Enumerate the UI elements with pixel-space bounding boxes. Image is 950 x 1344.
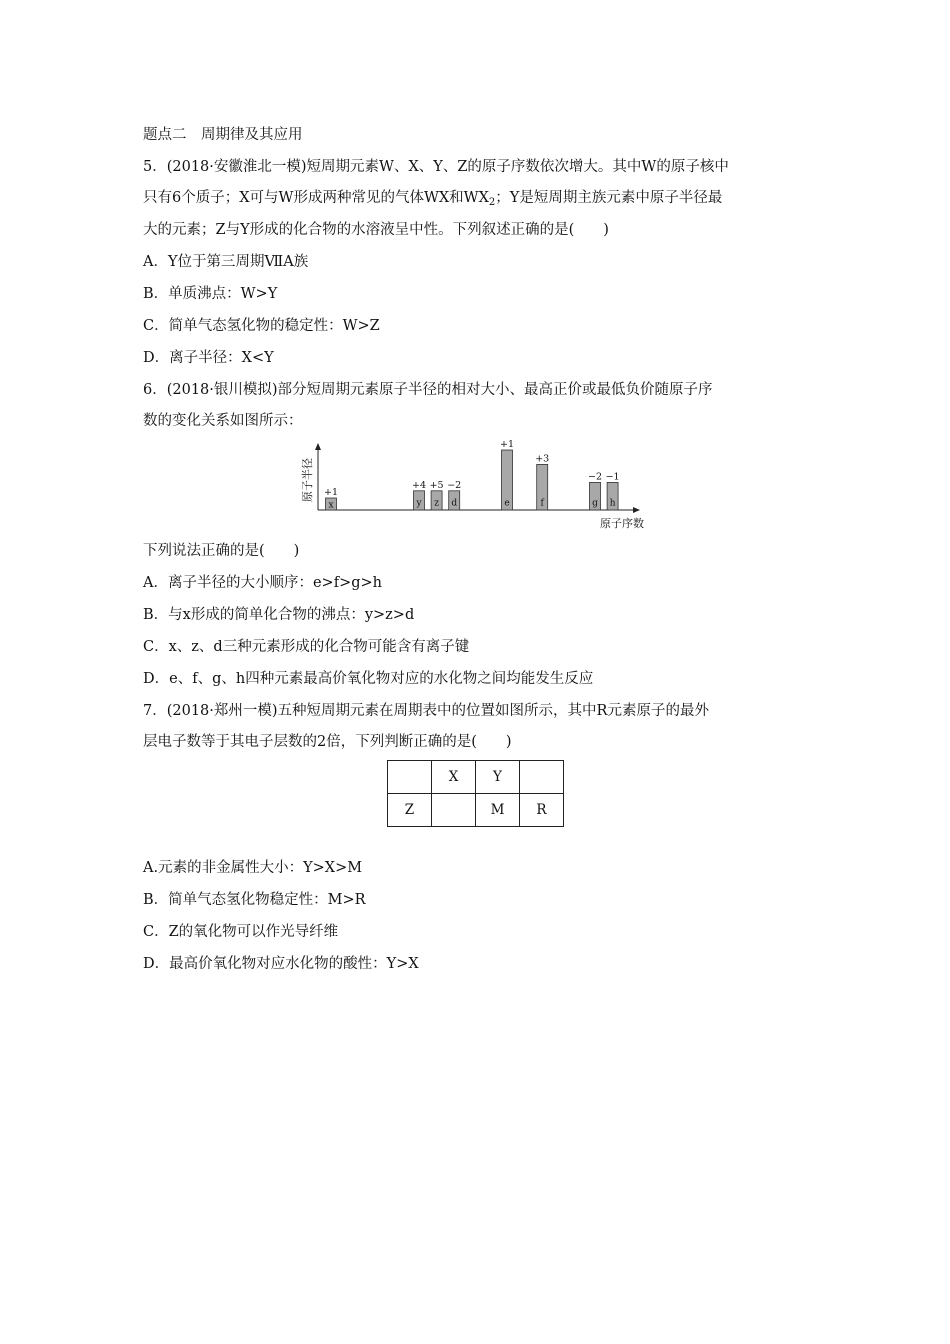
valence-label-z: +5 [429, 479, 444, 491]
valence-label-d: −2 [447, 479, 462, 491]
q6-option-c: C．x、z、d三种元素形成的化合物可能含有离子键 [143, 639, 470, 655]
q6-option-d: D．e、f、g、h四种元素最高价氧化物对应的水化物之间均能发生反应 [143, 671, 594, 687]
bar-label-d: d [451, 498, 458, 509]
q5-option-c: C．简单气态氢化物的稳定性：W>Z [143, 318, 380, 334]
bar-label-z: z [434, 498, 439, 509]
valence-label-y: +4 [411, 479, 427, 491]
x-axis-label: 原子序数 [600, 517, 644, 530]
table-cell: Y [476, 761, 520, 794]
q7-stem-line2: 层电子数等于其电子层数的2倍，下列判断正确的是( ) [143, 734, 512, 750]
table-cell [520, 761, 564, 794]
valence-label-x: +1 [323, 487, 339, 498]
table-cell: X [432, 761, 476, 794]
valence-label-e: +1 [499, 440, 515, 450]
q5-stem-line2-b: ；Y是短周期主族元素中原子半径最 [495, 190, 723, 206]
atomic-radius-chart [296, 440, 656, 532]
q6-stem-line2: 数的变化关系如图所示： [143, 413, 303, 429]
table-row [388, 761, 564, 794]
bar-label-f: f [540, 498, 544, 509]
valence-label-f: +3 [535, 453, 550, 465]
table-cell: R [520, 794, 564, 827]
q5-option-b: B．单质沸点：W>Y [143, 286, 278, 302]
table-cell [388, 761, 432, 794]
bar-label-e: e [504, 498, 510, 509]
section-title: 题点二 周期律及其应用 [143, 127, 303, 143]
y-axis-arrow [315, 443, 321, 450]
q7-stem-line1: 7．(2018·郑州一模)五种短周期元素在周期表中的位置如图所示，其中R元素原子的最外 [143, 703, 709, 719]
q7-option-c: C．Z的氧化物可以作光导纤维 [143, 924, 339, 940]
periodic-table-fragment [387, 760, 564, 827]
bar-label-h: h [609, 498, 616, 509]
q6-option-a: A．离子半径的大小顺序：e>f>g>h [143, 575, 382, 591]
bar-label-x: x [328, 500, 334, 511]
q5-stem-line3: 大的元素；Z与Y形成的化合物的水溶液呈中性。下列叙述正确的是( ) [143, 222, 609, 238]
y-axis-label: 原子半径 [301, 458, 314, 502]
table-cell: Z [388, 794, 432, 827]
q5-option-d: D．离子半径：X<Y [143, 350, 274, 366]
q7-option-a: A.元素的非金属性大小：Y>X>M [143, 860, 363, 876]
table-cell: M [476, 794, 520, 827]
q5-stem-line2 [143, 188, 722, 208]
q5-stem-line1: 5．(2018·安徽淮北一模)短周期元素W、X、Y、Z的原子序数依次增大。其中W的原子核中 [143, 159, 729, 175]
x-axis-arrow [633, 507, 640, 513]
q5-subscript: 2 [488, 197, 496, 208]
valence-label-g: −2 [587, 471, 603, 483]
q7-option-b: B．简单气态氢化物稳定性：M>R [143, 892, 366, 908]
q6-prompt: 下列说法正确的是( ) [143, 543, 300, 559]
table-row [388, 794, 564, 827]
bar-label-y: y [416, 498, 422, 509]
q5-stem-line2-a: 只有6个质子；X可与W形成两种常见的气体WX和WX [143, 190, 489, 206]
table-cell [432, 794, 476, 827]
q6-stem-line1: 6．(2018·银川模拟)部分短周期元素原子半径的相对大小、最高正价或最低负价随原子序 [143, 382, 713, 398]
bar-label-g: g [592, 498, 598, 509]
q5-option-a: A．Y位于第三周期ⅦA族 [143, 254, 309, 270]
valence-label-h: −1 [605, 471, 620, 483]
q7-option-d: D．最高价氧化物对应水化物的酸性：Y>X [143, 956, 419, 972]
q6-option-b: B．与x形成的简单化合物的沸点：y>z>d [143, 607, 415, 623]
